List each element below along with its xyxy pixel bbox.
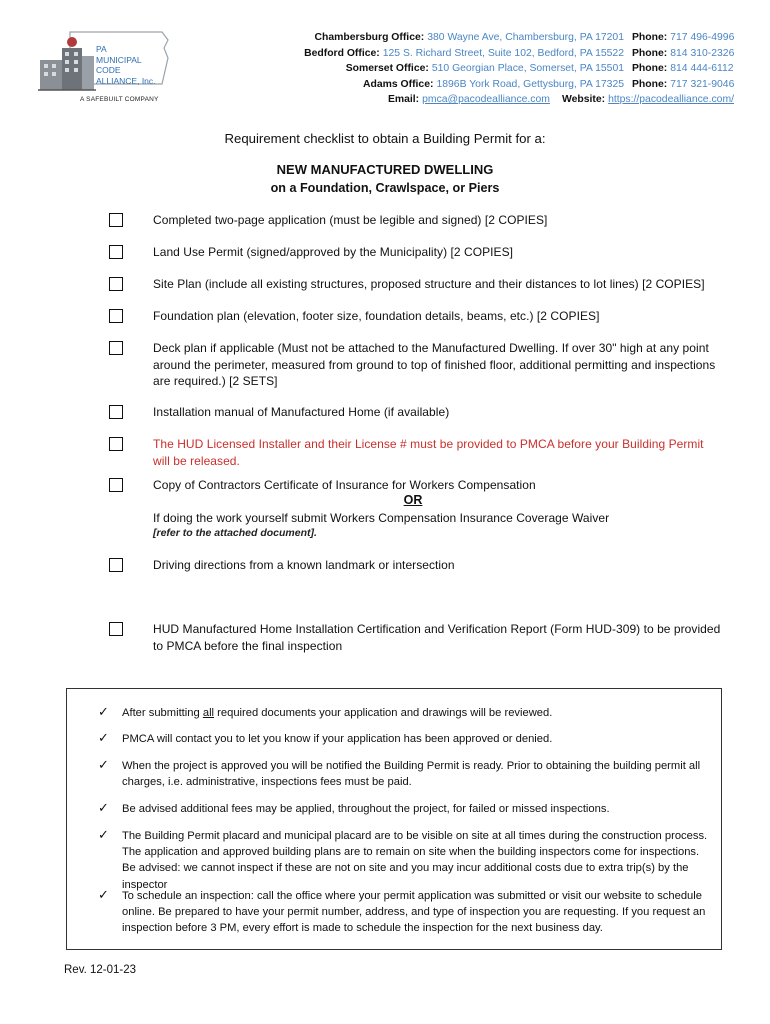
- logo-line: ALLIANCE, Inc.: [96, 75, 156, 86]
- checklist-item: Driving directions from a known landmark or intersection: [153, 558, 455, 572]
- checkbox[interactable]: [109, 622, 123, 636]
- office-phone: [624, 46, 734, 62]
- info-emphasis: all: [202, 707, 215, 719]
- logo-line: PA: [96, 44, 107, 54]
- office-label: Bedford Office:: [304, 47, 380, 59]
- office-address: 1896B York Road, Gettysburg, PA 17325: [436, 78, 624, 90]
- checklist-item: Copy of Contractors Certificate of Insurance for Workers Compensation: [153, 478, 536, 492]
- checkbox[interactable]: [109, 213, 123, 227]
- checkbox[interactable]: [109, 245, 123, 259]
- document-subtitle: on a Foundation, Crawlspace, or Piers: [270, 181, 500, 195]
- intro-text: Requirement checklist to obtain a Building Permit for a:: [224, 131, 546, 146]
- checkmark-icon: ✓: [98, 887, 109, 902]
- info-text: required documents your application and drawings will be reviewed.: [214, 707, 553, 719]
- phone-label: Phone:: [632, 47, 668, 59]
- checklist-note: [refer to the attached document].: [153, 527, 317, 539]
- phone-number: 717 321-9046: [670, 78, 735, 90]
- checklist-item: Installation manual of Manufactured Home (if available): [153, 405, 450, 419]
- checkmark-icon: ✓: [98, 827, 109, 842]
- info-item: PMCA will contact you to let you know if your application has been approved or denied.: [122, 733, 553, 745]
- logo-line: CODE: [96, 65, 121, 75]
- info-item: Be advised additional fees may be applied, throughout the project, for failed or missed inspections.: [122, 803, 610, 815]
- office-address: 510 Georgian Place, Somerset, PA 15501: [431, 63, 624, 75]
- checkbox[interactable]: [109, 277, 123, 291]
- checklist-item: Site Plan (include all existing structures, proposed structure and their distances to lot lines) [2 COPIES]: [153, 277, 705, 291]
- email-website-row: [314, 92, 734, 108]
- checkbox[interactable]: [109, 341, 123, 355]
- office-row: [314, 30, 734, 46]
- revision-label: Rev. 12-01-23: [64, 964, 137, 976]
- checklist-item: Foundation plan (elevation, footer size, foundation details, beams, etc.) [2 COPIES]: [153, 309, 600, 323]
- office-row: [304, 46, 735, 62]
- email-link[interactable]: pmca@pacodealliance.com: [422, 94, 550, 106]
- office-phone: [624, 30, 734, 46]
- website-label: Website:: [561, 94, 606, 106]
- phone-number: 717 496-4996: [670, 32, 735, 43]
- checkbox[interactable]: [109, 405, 123, 419]
- checkbox[interactable]: [109, 437, 123, 451]
- office-label: Adams Office:: [363, 78, 434, 90]
- info-item: The Building Permit placard and municipal placard are to be visible on site at all times during the construction process. The application and approved building plans are to remain on site when the building inspectors come for inspections. Be advised: we cannot inspect if these are not on site and you may incur additional costs due to extra trip(s) by the inspector: [122, 830, 708, 891]
- phone-label: Phone:: [632, 32, 668, 43]
- office-address: 125 S. Richard Street, Suite 102, Bedford, PA 15522: [382, 47, 624, 59]
- checklist-item: Deck plan if applicable (Must not be attached to the Manufactured Dwelling. If over 30" high at any point around the perimeter, measured from ground to top of finished floor, additional permitting and inspections are required.) [2 SETS]: [153, 341, 716, 388]
- email-label: Email:: [387, 94, 420, 106]
- document-title: NEW MANUFACTURED DWELLING: [276, 162, 494, 177]
- checkmark-icon: ✓: [98, 800, 109, 815]
- or-separator: OR: [403, 493, 423, 507]
- info-text: After submitting: [122, 707, 203, 719]
- checkbox[interactable]: [109, 309, 123, 323]
- office-row: [314, 77, 734, 93]
- office-phone: [624, 77, 734, 93]
- office-label: Somerset Office:: [345, 63, 429, 75]
- info-item: [122, 705, 712, 721]
- checkbox[interactable]: [109, 558, 123, 572]
- logo-wordmark: [96, 44, 156, 86]
- phone-label: Phone:: [632, 78, 668, 90]
- office-label: Chambersburg Office:: [314, 32, 425, 43]
- office-contact-list: [304, 30, 735, 108]
- phone-number: 814 444-6112: [670, 63, 734, 75]
- office-row: [314, 61, 734, 77]
- phone-number: 814 310-2326: [670, 47, 735, 59]
- logo-line: MUNICIPAL: [96, 54, 142, 65]
- office-address: 380 Wayne Ave, Chambersburg, PA 17201: [427, 32, 624, 43]
- phone-label: Phone:: [632, 63, 668, 75]
- website-link[interactable]: https://pacodealliance.com/: [608, 94, 734, 106]
- checkmark-icon: ✓: [98, 730, 109, 745]
- office-phone: [624, 61, 734, 77]
- info-item: To schedule an inspection: call the office where your permit application was submitted or visit our website to schedule online. Be prepared to have your permit number, address, and type of inspection you are requesting. If you request an inspection before 3 PM, every effort is made to schedule the inspection for the next business day.: [122, 890, 706, 935]
- info-item: When the project is approved you will be notified the Building Permit is ready. Prior to obtaining the building permit all charges, i.e. administrative, inspections fees must be paid.: [122, 760, 701, 789]
- checkbox[interactable]: [109, 478, 123, 492]
- checklist-item-alternative: If doing the work yourself submit Workers Compensation Insurance Coverage Waiver: [153, 511, 610, 525]
- checkmark-icon: ✓: [98, 704, 109, 719]
- pmca-logo: [34, 26, 184, 108]
- checklist-item-warning: The HUD Licensed Installer and their License # must be provided to PMCA before your Building Permit will be released.: [153, 437, 704, 468]
- checklist-item: Land Use Permit (signed/approved by the Municipality) [2 COPIES]: [153, 245, 514, 259]
- logo-tagline: A SAFEBUILT COMPANY: [80, 96, 159, 103]
- checkmark-icon: ✓: [98, 757, 109, 772]
- checklist-item: HUD Manufactured Home Installation Certification and Verification Report (Form HUD-309) to be provided to PMCA before the final inspection: [153, 622, 721, 653]
- checklist-item: Completed two-page application (must be legible and signed) [2 COPIES]: [153, 213, 548, 227]
